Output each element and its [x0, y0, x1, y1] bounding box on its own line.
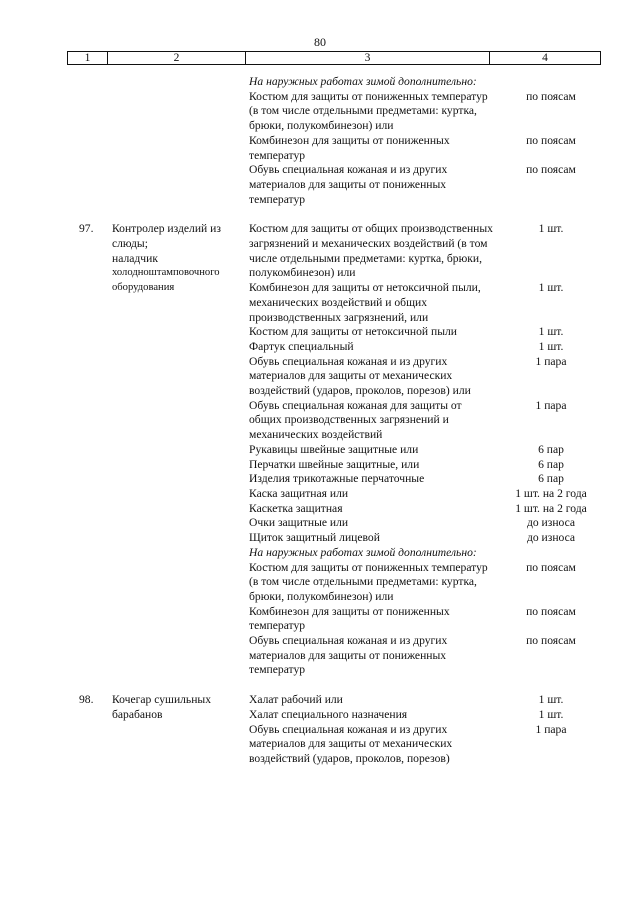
item-text: Изделия трикотажные перчаточные	[249, 472, 425, 486]
list-item	[0, 134, 640, 163]
item-text: Каска защитная или	[249, 486, 349, 500]
item-quantity: 1 пара	[535, 398, 567, 412]
profession-line: Кочегар сушильных барабанов	[112, 693, 212, 721]
item-quantity: 1 шт.	[538, 281, 564, 295]
list-item	[0, 340, 640, 355]
item-quantity: 6 пар	[538, 457, 564, 471]
list-item	[0, 325, 640, 340]
profession-line: Контролер изделий из слюды;	[112, 222, 221, 251]
list-item	[0, 281, 640, 325]
item-quantity: до износа	[526, 531, 576, 545]
item-text: Халат специального назначения	[249, 707, 408, 721]
header-col-3: 3	[246, 52, 490, 64]
list-item	[0, 723, 640, 767]
page-number: 80	[314, 35, 326, 49]
header-col-1: 1	[68, 52, 108, 64]
list-item	[0, 531, 640, 546]
table-row	[0, 693, 640, 767]
list-item	[0, 561, 640, 605]
item-quantity: 1 шт. на 2 года	[515, 501, 587, 515]
table-row	[0, 75, 640, 207]
item-text: Обувь специальная кожаная и из других материалов для защиты от механических воздействий (ударов, проколов, порезов)	[249, 722, 453, 765]
item-text: Щиток защитный лицевой	[249, 531, 380, 545]
item-quantity: 1 шт. на 2 года	[515, 486, 587, 500]
item-text: Перчатки швейные защитные, или	[249, 457, 420, 471]
item-quantity: 1 шт.	[538, 693, 564, 707]
item-text: Костюм для защиты от общих производственных загрязнений и механических воздействий (в том числе отдельными предметами: куртка, брюки, полукомбинезон) или	[249, 222, 493, 280]
list-item	[0, 163, 640, 207]
list-item	[0, 90, 640, 134]
item-text: Каскетка защитная	[249, 501, 343, 515]
list-item	[0, 75, 640, 90]
item-text: Фартук специальный	[249, 339, 354, 353]
profession-line: холодноштамповочного оборудования	[112, 267, 220, 294]
item-quantity: по поясам	[526, 163, 576, 177]
header-col-2: 2	[108, 52, 246, 64]
item-quantity: 1 пара	[535, 722, 567, 736]
item-quantity: 1 шт.	[538, 339, 564, 353]
list-item	[0, 605, 640, 634]
item-text: Костюм для защиты от пониженных температур (в том числе отдельными предметами: куртка, брюки, полукомбинезон) или	[249, 89, 488, 133]
item-quantity: по поясам	[526, 634, 576, 648]
item-quantity: 1 пара	[535, 354, 567, 368]
item-text: Костюм для защиты от нетоксичной пыли	[249, 325, 458, 339]
item-quantity: по поясам	[526, 133, 576, 147]
item-text: Комбинезон для защиты от пониженных температур	[249, 604, 450, 633]
item-text: Рукавицы швейные защитные или	[249, 442, 419, 456]
item-text: Комбинезон для защиты от нетоксичной пыли, механических воздействий и общих производственных загрязнений, или	[249, 281, 481, 324]
profession-line: наладчик	[112, 251, 158, 265]
item-text: На наружных работах зимой дополнительно:	[249, 545, 477, 559]
item-text: Комбинезон для защиты от пониженных температур	[249, 133, 450, 162]
item-quantity: до износа	[526, 516, 576, 530]
row-number: 98.	[79, 693, 94, 707]
list-item	[0, 443, 640, 458]
item-quantity: по поясам	[526, 560, 576, 574]
table-body	[0, 75, 640, 767]
item-text: Халат рабочий или	[249, 693, 343, 707]
table-header	[67, 51, 601, 65]
list-item	[0, 546, 640, 561]
item-text: Костюм для защиты от пониженных температур (в том числе отдельными предметами: куртка, брюки, полукомбинезон) или	[249, 560, 488, 603]
item-quantity: 1 шт.	[538, 325, 564, 339]
list-item	[0, 634, 640, 678]
list-item	[0, 708, 640, 723]
list-item	[0, 472, 640, 487]
item-text: Обувь специальная кожаная и из других материалов для защиты от пониженных температур	[249, 634, 448, 677]
item-text: Обувь специальная кожаная и из других материалов для защиты от пониженных температур	[249, 163, 448, 206]
list-item	[0, 355, 640, 399]
item-quantity: по поясам	[526, 89, 576, 103]
row-number: 97.	[79, 222, 94, 236]
list-item	[0, 222, 640, 281]
list-item	[0, 399, 640, 443]
list-item	[0, 693, 640, 708]
table-row	[0, 222, 640, 678]
item-quantity: 6 пар	[538, 442, 564, 456]
header-col-4: 4	[542, 52, 548, 64]
list-item	[0, 516, 640, 531]
item-text: На наружных работах зимой дополнительно:	[249, 75, 477, 88]
item-text: Обувь специальная кожаная для защиты от общих производственных загрязнений и механических воздействий	[249, 398, 462, 442]
list-item	[0, 487, 640, 502]
list-item	[0, 458, 640, 473]
item-quantity: 1 шт.	[538, 707, 564, 721]
item-text: Очки защитные или	[249, 516, 349, 530]
item-quantity: 1 шт.	[538, 222, 564, 236]
item-text: Обувь специальная кожаная и из других материалов для защиты от механических воздействий (ударов, проколов, порезов) или	[249, 354, 471, 398]
item-quantity: 6 пар	[538, 472, 564, 486]
list-item	[0, 502, 640, 517]
item-quantity: по поясам	[526, 604, 576, 618]
